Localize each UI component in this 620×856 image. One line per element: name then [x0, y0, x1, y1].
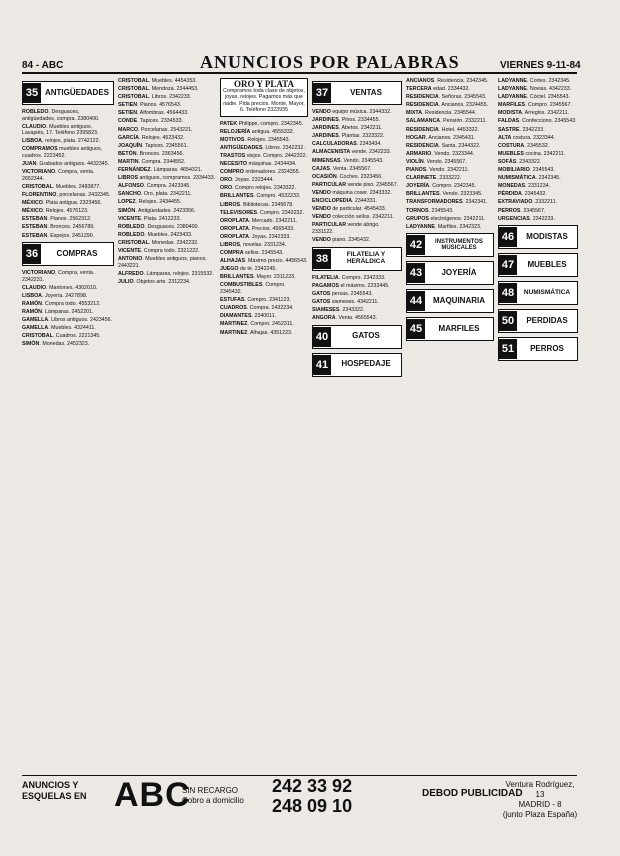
header-rule — [22, 72, 577, 74]
address-line: Ventura Rodríguez, 13 — [505, 780, 575, 799]
section-header-numismatica — [498, 281, 578, 305]
classified-ad: LISBOA. Joyería. 2427898. — [22, 292, 88, 299]
section-number: 37 — [313, 83, 331, 103]
classified-ad: ROBLEDO. Desguaces, antigüedades, compra. 2380400. — [22, 109, 100, 122]
section-label: MODISTAS — [526, 231, 568, 241]
classified-ad: ESTEBAN. Pianos. 2562312. — [22, 216, 92, 223]
classified-ad: MARCO. Porcelanas. 2543221. — [118, 126, 193, 133]
classified-ad: OROPLATA. Precios. 4565433. — [220, 225, 295, 232]
footer-address — [500, 780, 580, 820]
classified-ad: PÉRDIDA. 2345432. — [498, 191, 547, 198]
footer-offer — [182, 786, 244, 806]
classified-ad: ARMARIO. Vendo. 2323344. — [406, 150, 475, 157]
classified-ad: TRANSFORMADORES. 2342341. — [406, 199, 488, 206]
classified-ad: JUAN. Grabados antiguos. 4432345. — [22, 161, 110, 168]
classified-ad: DIAMANTES. 2340011. — [220, 313, 277, 320]
classified-ad: SETIEN. Alfombras. 4564433. — [118, 110, 189, 117]
footer-line: ANUNCIOS Y — [22, 780, 79, 790]
section-header-joyeria — [406, 261, 494, 285]
classified-ad: COMBUSTIBLES. Compro. 2345432. — [220, 282, 286, 296]
classified-ad: RAMÓN. Lámparas. 2452201. — [22, 309, 94, 316]
classified-ad: OCASIÓN. Coches. 2323456. — [312, 173, 383, 180]
classified-ad: ENCICLOPEDIA. 2344331. — [312, 198, 378, 205]
section-label: JOYERÍA — [441, 267, 477, 277]
classified-ad: GAMELLA. Libros antiguos. 2423456. — [22, 317, 113, 324]
section-number: 35 — [23, 83, 41, 103]
classified-ad: PAGAMOS el máximo. 2233445. — [312, 282, 390, 289]
classified-ad: ROBLEDO. Desguaces. 2380400. — [118, 223, 199, 230]
classified-ad: TORNOS. 2345543. — [406, 207, 454, 214]
section-header-ventas — [312, 81, 402, 105]
classified-ad: LADYANNE. Marfiles. 2342323. — [406, 223, 482, 230]
classified-ad: CRISTOBAL. Mendoza. 2344453. — [118, 86, 199, 93]
section-label: GATOS — [352, 331, 380, 341]
classified-ad: COMPRAMOS muebles antiguos, cuadros. 2223452. — [22, 146, 103, 160]
ad-list — [406, 78, 494, 230]
classified-ad: MARTINEZ. Compro. 2452311. — [220, 321, 294, 328]
oro-plata-title: ORO Y PLATA — [234, 79, 294, 89]
footer-ad — [22, 775, 577, 836]
classified-ad: MIXTA. Residencia. 2345544. — [406, 110, 477, 117]
classified-ad: SIMÓN. Monedas. 2452323. — [22, 341, 90, 348]
classified-ad: CLAUDIO. Muebles antiguos. Lavapiés, 17. Teléfono 2395823. — [22, 123, 99, 137]
classified-ad: COSTURA. 2345532. — [498, 142, 550, 149]
ad-list — [118, 224, 216, 286]
classified-ad: NUMISMÁTICA. 2342345. — [498, 175, 561, 182]
phone-number: 248 09 10 — [272, 796, 353, 816]
section-label: PERROS — [530, 343, 564, 353]
classified-ad: JOAQUÍN. Tapices. 2345561. — [118, 142, 188, 149]
section-header-marfiles — [406, 317, 494, 341]
classified-ad: ESTEBAN. Espejos. 2451290. — [22, 232, 95, 239]
classified-ad: CONDE. Tapices. 2334533. — [118, 118, 183, 125]
section-label: MAQUINARIA — [433, 295, 485, 305]
section-number: 36 — [23, 244, 41, 264]
classified-ad: FLORENTINO, porcelanas. 2432345. — [22, 192, 111, 199]
classified-ad: MONEDAS. 2331234. — [498, 183, 551, 190]
classified-ad: ANCIANOS. Residencia. 2342345. — [406, 78, 489, 84]
classified-ad: VICTORIANO. Compra, venta. 2342231. — [22, 270, 95, 283]
section-number: 40 — [313, 327, 331, 347]
classified-ad: PARTICULAR vende piso. 2345567. — [312, 181, 399, 188]
classified-ad: SETIEN. Pianos. 4576543. — [118, 102, 182, 109]
classified-ad: RESIDENCIA. Ancianos. 2324455. — [406, 102, 489, 109]
classified-ad: FALDAS. Confecciono. 2345543. — [498, 118, 577, 125]
oro-plata-box — [220, 78, 308, 117]
classified-ad: VIOLÍN. Vendo. 2345567. — [406, 158, 467, 165]
classified-ad: CALCULADORAS. 2343434. — [312, 141, 382, 148]
classified-ad: JARDINES. Plantas. 2323322. — [312, 133, 385, 140]
classified-ad: GATOS persas. 2345543. — [312, 290, 373, 297]
classified-ad: CLARINETE. 2333222. — [406, 175, 462, 182]
classified-ad: PARTICULAR vende abrigo. 2331122. — [312, 222, 380, 235]
classified-ad: NECESITO máquinas. 2434434. — [220, 161, 297, 168]
classified-ad: ESTEBAN. Bronces. 2456789. — [22, 224, 95, 231]
section-number: 43 — [407, 263, 425, 283]
classified-ad: SOFÁS. 2343322. — [498, 158, 542, 165]
classified-ad: SASTRE. 2342233. — [498, 126, 545, 133]
section-label: ANTIGÜEDADES — [44, 87, 109, 97]
classified-ad: MUEBLES cocina. 2342211. — [498, 150, 566, 157]
column-4 — [312, 78, 402, 768]
classified-ad: ALMACENISTA vende. 2342233. — [312, 149, 392, 156]
classified-ad: TRASTOS viejos. Compro. 2442322. — [220, 152, 308, 159]
section-number: 48 — [499, 283, 517, 303]
classified-ad: LISBOA, relojes, plata. 2742122. — [22, 138, 101, 145]
classified-ad: SANCHO. Oro, plata. 2342211. — [118, 191, 192, 198]
classified-ad: MARFILES. Compro. 2345567. — [498, 102, 572, 109]
ad-list — [312, 275, 402, 322]
classified-ad: VICENTE. Compra todo. 2321222. — [118, 247, 200, 254]
classified-ad: SIAMESES. 2343322. — [312, 306, 365, 313]
section-label: FILATELIA Y HERÁLDICA — [346, 251, 386, 265]
classified-ad: PIANOS. Vendo. 2342211. — [406, 167, 469, 174]
ad-list — [220, 121, 308, 337]
section-number: 46 — [499, 227, 517, 247]
classified-ad: JOYERÍA. Compro. 2342345. — [406, 183, 477, 190]
classified-ad: GRUPOS electrógenos. 2342211. — [406, 215, 486, 222]
classified-ad: LADYANNE. Novias. 4342233. — [498, 86, 572, 93]
classified-ad: BRILLANTES. Vendo. 2323345. — [406, 191, 483, 198]
section-label: MUEBLES — [527, 259, 567, 269]
section-header-maquinaria — [406, 289, 494, 313]
classified-ad: ALFREDO. Lámparas, relojes. 2315532. — [118, 270, 214, 277]
classified-ad: BRILLANTES. Compro. 4532233. — [220, 193, 301, 200]
section-label: NUMISMÁTICA — [523, 288, 571, 296]
classified-ad: HOGAR. Ancianos. 2345431. — [406, 134, 476, 141]
section-header-antiguedades — [22, 81, 114, 105]
classified-ad: LADYANNE. Cortes. 2342345. — [498, 78, 571, 84]
classified-ad: RELOJERÍA antigua. 4555332. — [220, 128, 295, 135]
section-label: PERDIDAS — [526, 315, 568, 325]
classified-ad: CRISTOBAL. Cuadros. 2221345. — [22, 333, 101, 340]
classified-ad: MODISTA. Arreglos. 2342211. — [498, 110, 570, 117]
abc-logo: ABC — [114, 776, 191, 814]
section-label: MARFILES — [438, 323, 480, 333]
classified-ad: JUEGO de té. 2342245. — [220, 266, 277, 273]
classified-ad: MARTINEZ. Alhajas. 4351223. — [220, 329, 293, 336]
section-label: HOSPEDAJE — [341, 359, 391, 369]
classified-ad: EXTRAVIADO. 2332211. — [498, 199, 557, 206]
section-label: COMPRAS — [56, 248, 98, 258]
ad-list — [22, 109, 114, 239]
classified-ad: ANTONIO. Muebles antiguos, pianos. 2443221. — [118, 256, 207, 269]
classified-ad: RESIDENCIA. Hotel. 4453322. — [406, 126, 480, 133]
classified-ad: FILATELIA. Compro. 2342333. — [312, 274, 386, 281]
section-header-perdidas — [498, 309, 578, 333]
classified-ad: BRILLANTES. Mayor. 2311223. — [220, 274, 296, 281]
classified-ad: VICENTE. Plata. 2412233. — [118, 215, 182, 222]
classified-ad: ROBLEDO. Muebles. 2423433. — [118, 231, 193, 238]
section-number: 51 — [499, 339, 517, 359]
classified-ad: GARCÍA. Relojes. 4523432. — [118, 134, 185, 141]
debod-logo: DEBOD PUBLICIDAD — [422, 788, 523, 799]
classified-ad: LADYANNE. Cóctel. 2345543. — [498, 94, 570, 101]
section-number: 50 — [499, 311, 517, 331]
section-label: VENTAS — [350, 87, 382, 97]
footer-line: Cobro a domicilio — [182, 796, 244, 805]
page-title: ANUNCIOS POR PALABRAS — [200, 52, 460, 72]
footer-line: SIN RECARGO — [182, 786, 239, 795]
ad-list — [22, 270, 114, 348]
classified-ad: VENDO de particular. 4545433. — [312, 206, 387, 213]
footer-line: ESQUELAS EN — [22, 791, 87, 801]
column-2 — [118, 78, 216, 768]
section-header-muebles — [498, 253, 578, 277]
classified-ad: SIMÓN. Antigüedades. 2423356. — [118, 207, 196, 214]
section-header-modistas — [498, 225, 578, 249]
classified-ad: CAJAS. Venta. 2345567. — [312, 165, 372, 172]
classified-ad: VENDO máquina coser. 2343332. — [312, 189, 392, 196]
section-number: 44 — [407, 291, 425, 311]
classified-ad: MOTIVOS. Relojes. 2345543. — [220, 136, 291, 143]
classified-ad: CRISTOBAL. Muebles. 2483877. — [22, 183, 101, 190]
ad-list — [312, 109, 402, 244]
classified-ad: CLAUDIO. Mantones. 4302010. — [22, 284, 98, 291]
classified-ad: ANTIGÜEDADES. Libros. 2342232. — [220, 144, 305, 151]
footer-lead — [22, 780, 87, 802]
section-header-hospedaje — [312, 353, 402, 377]
classified-ad: ALTA costura. 2323344. — [498, 134, 556, 141]
classified-ad: MÉXICO. Plata antigua. 2323456. — [22, 200, 102, 207]
classified-ad: LIBROS, novelas. 2331234. — [220, 242, 287, 248]
section-header-filatelia — [312, 247, 402, 271]
classified-ad: MIMENSAS. Vendo. 2345543. — [312, 157, 384, 164]
classified-ad: FERNÁNDEZ. Lámparas. 4654321. — [118, 167, 203, 174]
classified-ad: ESTUFAS. Compro. 2341123. — [220, 297, 291, 304]
section-number: 47 — [499, 255, 517, 275]
footer-phones — [272, 776, 352, 816]
classified-ad: COMPRO ordenadores. 2324355. — [220, 169, 301, 176]
classified-ad: VENDO equipo música. 2344332. — [312, 109, 392, 115]
classified-ad: ORO. Joyas. 2323444. — [220, 177, 274, 184]
classified-ad: LIBROS antiguos, compramos. 2334433. — [118, 175, 216, 182]
classified-ad: PATEK Philippe, compro. 2342345. — [220, 120, 304, 127]
section-number: 41 — [313, 355, 331, 375]
section-header-perros — [498, 337, 578, 361]
classified-ad: COMPRA sellos. 2345543. — [220, 250, 284, 257]
classified-ad: ORO. Compro relojes. 2343322. — [220, 185, 296, 192]
classified-ad: BETÓN. Bronces. 2363456. — [118, 150, 184, 157]
section-header-gatos — [312, 325, 402, 349]
classified-ad: CUADROS. Compra. 2432234. — [220, 305, 294, 312]
section-number: 38 — [313, 249, 331, 269]
page-header — [0, 0, 620, 72]
page-number: 84 - ABC — [22, 60, 64, 71]
classified-ad: GATOS siameses. 4342211. — [312, 298, 379, 305]
column-6 — [498, 78, 578, 768]
classified-ad: VENDO colección sellos. 2342211. — [312, 214, 395, 221]
classified-ad: LOPEZ. Relojes. 2434455. — [118, 199, 182, 206]
oro-plata-body: Compramos toda clase de objetos, joyas, relojes. Pagamos más que nadie. Pida precios. Monte, Mayor, 6. Teléfono 2323935 — [223, 87, 305, 114]
classified-ad: MOBILIARIO. 2345543. — [498, 167, 555, 174]
column-3 — [220, 78, 308, 768]
page-date: VIERNES 9-11-84 — [500, 60, 581, 71]
section-header-compras — [22, 242, 114, 266]
section-label: INSTRUMENTOS MUSICALES — [435, 238, 483, 252]
classified-ad: SALAMANCA. Pensión. 2332211. — [406, 118, 487, 125]
classified-ad: JARDINES. Pinos. 2334455. — [312, 117, 381, 124]
classified-ad: GAMELLA. Muebles. 4324411. — [22, 325, 96, 332]
classified-ad: MARTIN. Compra. 2344552. — [118, 158, 186, 165]
classified-ad: CRISTOBAL. Monedas. 2342232. — [118, 239, 199, 246]
classified-ad: VICTORIANO. Compra, venta. 2652344. — [22, 169, 95, 182]
classified-ad: PERROS. 2345567. — [498, 207, 546, 214]
column-5 — [406, 78, 494, 768]
classified-ad: ALFONSO. Compra. 2423345. — [118, 183, 191, 190]
column-1 — [22, 78, 114, 768]
phone-number: 242 33 92 — [272, 776, 353, 796]
classified-ad: CRISTOBAL. Muebles. 4454353. — [118, 78, 197, 84]
classified-ad: RESIDENCIA. Santa. 2344322. — [406, 142, 481, 149]
classified-ad: OROPLATA. Mercado. 2342211. — [220, 217, 298, 224]
classified-ad: JULIO. Objetos arte. 2312234. — [118, 278, 191, 285]
classified-ad: TERCERA edad. 2334432. — [406, 86, 470, 93]
address-line: (junto Plaza España) — [502, 810, 578, 819]
ad-list — [118, 78, 216, 222]
classified-ad: URGENCIAS. 2342233. — [498, 215, 555, 222]
classified-ad: MÉXICO. Relojes. 4576123. — [22, 208, 89, 215]
classified-ad: OROPLATA. Joyas. 2342333. — [220, 233, 291, 240]
classified-ad: VENDO piano. 2345432. — [312, 237, 371, 243]
classified-ad: JARDINES. Abetos. 2342211. — [312, 125, 383, 132]
classified-ad: CRISTOBAL. Libros. 2342233. — [118, 94, 192, 101]
classified-ad: RESIDENCIA. Señoras. 2345543. — [406, 94, 487, 101]
address-line: MADRID - 8 — [518, 800, 562, 809]
classified-ad: ANGORA. Venta. 4565543. — [312, 315, 378, 322]
classified-ad: TELEVISORES. Compro. 2343232. — [220, 209, 304, 216]
classified-ad: RAMÓN. Compra todo. 4553212. — [22, 300, 101, 307]
section-number: 45 — [407, 319, 425, 339]
section-header-instrumentos — [406, 233, 494, 257]
ad-list — [498, 78, 578, 222]
classified-ad: ALHAJAS. Máximo precio. 4456543. — [220, 258, 308, 265]
section-number: 42 — [407, 235, 425, 255]
classified-ad: LIBROS. Bibliotecas. 2345678. — [220, 201, 294, 208]
